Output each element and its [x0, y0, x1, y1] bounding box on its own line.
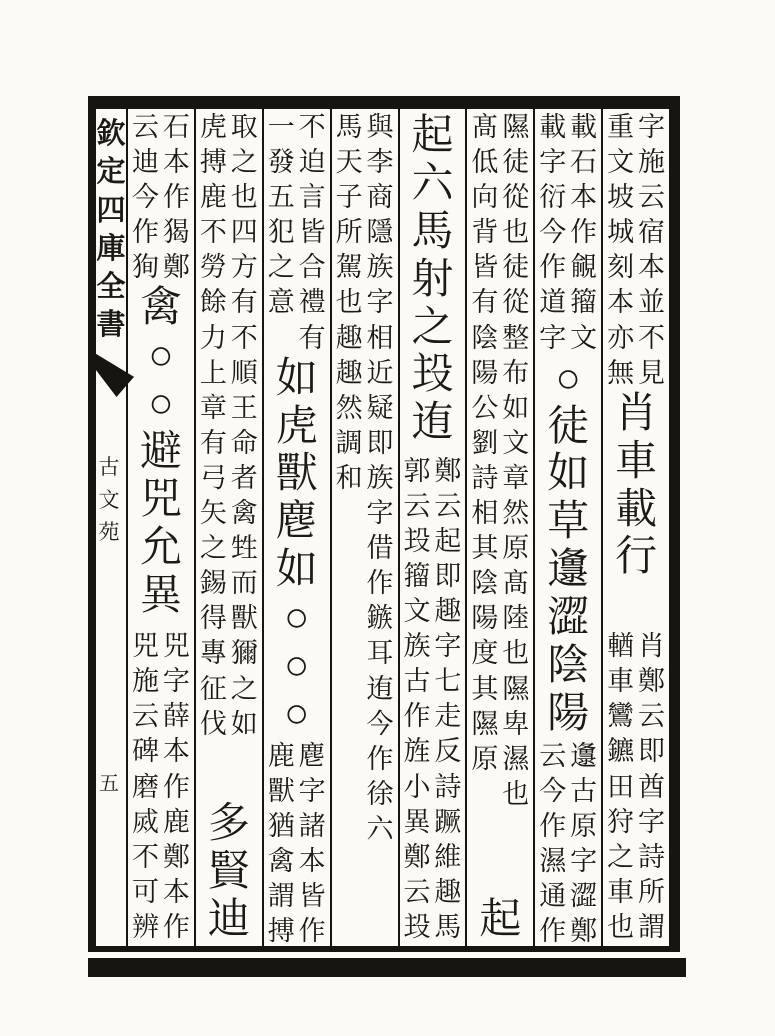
- main-text: 起: [479, 897, 522, 944]
- annotation: [603, 629, 669, 945]
- annotation-left-line: 云迪今作狥: [131, 112, 159, 283]
- annotation-left-line: 一發五犯之意: [267, 112, 295, 318]
- annotation: [264, 110, 330, 356]
- text-column-2: [533, 109, 601, 946]
- text-column-7: [194, 109, 262, 946]
- main-text: 如虎獸麀如○○○: [275, 355, 318, 737]
- annotation: [264, 739, 330, 946]
- annotation: [535, 110, 601, 356]
- text-column-1: [601, 109, 669, 946]
- annotation-right-line: 鄭云起即趣字七走反詩蹶維趣馬: [434, 455, 462, 942]
- annotation-left-line: 虎搏鹿不勞餘力上章有弓矢之錫得專征伐: [199, 112, 227, 739]
- annotation-right-line: 石本作猲鄭: [162, 112, 190, 283]
- annotation-right-line: 不迫言皆合禮有: [298, 112, 326, 353]
- bottom-border-bar: [88, 958, 686, 977]
- annotation-left-line: 郭云殶籀文族古作旌小異鄭云殶: [403, 455, 431, 942]
- annotation: [603, 110, 669, 391]
- annotation-left-line: 馬天子所駕也趣趣然調和: [335, 112, 363, 493]
- annotation-right-line: 隰徒從也徒從整布如文章然原髙陸也隰卑濕也: [502, 112, 530, 809]
- annotation: [535, 739, 601, 946]
- annotation-right-line: 載石本作覦籀文: [570, 112, 598, 353]
- annotation-right-line: 兕字薛本作鹿鄭本作: [162, 631, 190, 942]
- margin-column: [96, 109, 126, 946]
- text-column-6: [262, 109, 330, 946]
- annotation: [128, 110, 194, 285]
- annotation-left-line: 髙低向背皆有陰陽公劉詩相其陰陽度其隰原: [471, 112, 499, 774]
- text-column-4: [398, 109, 466, 946]
- annotation-left-line: 重文坡城刻本亦無: [607, 112, 635, 388]
- annotation-right-line: 取之也四方有不順王命者禽甡而獸獮之如: [230, 112, 258, 739]
- annotation-right-line: 肖鄭云即酋字詩所謂: [638, 631, 666, 942]
- annotation-right-line: 麀字諸本皆作: [298, 740, 326, 946]
- annotation-right-line: 與李商隱族字相近疑即族字借作鏃耳迶今作徐六: [366, 112, 394, 844]
- annotation: [467, 110, 533, 812]
- annotation-left-line: 兕施云碑磨烕不可辨: [131, 631, 159, 942]
- annotation: [332, 110, 398, 847]
- text-column-8: [126, 109, 194, 946]
- annotation: [128, 629, 194, 945]
- main-text: ○徒如草邍澀陰陽: [547, 355, 590, 737]
- annotation-left-line: 輶車鸞鑣田狩之車也: [607, 631, 635, 942]
- main-text: 肖車載行: [615, 390, 658, 581]
- book-title-label: 古文苑: [98, 455, 120, 545]
- annotation-right-line: 字施云宿本並不見: [638, 112, 666, 388]
- collection-title-label: 欽定四庫全書: [96, 118, 126, 342]
- folio-number: 五: [99, 773, 119, 795]
- annotation: [400, 454, 466, 945]
- text-column-3: [465, 109, 533, 946]
- main-text: 多賢迪: [207, 801, 250, 944]
- main-text: 起六馬射之殶迶: [411, 113, 454, 447]
- annotation: [196, 110, 262, 742]
- page-border-frame: [88, 96, 680, 952]
- annotation-right-line: 邍古原字澀鄭: [570, 740, 598, 946]
- annotation-left-line: 載字衍今作道字: [539, 112, 567, 353]
- text-column-5: [330, 109, 398, 946]
- annotation-left-line: 鹿獸猶禽謂搏: [267, 740, 295, 946]
- main-text: 禽○○避兕允異: [139, 285, 182, 619]
- annotation-left-line: 云今作濕通作: [539, 740, 567, 946]
